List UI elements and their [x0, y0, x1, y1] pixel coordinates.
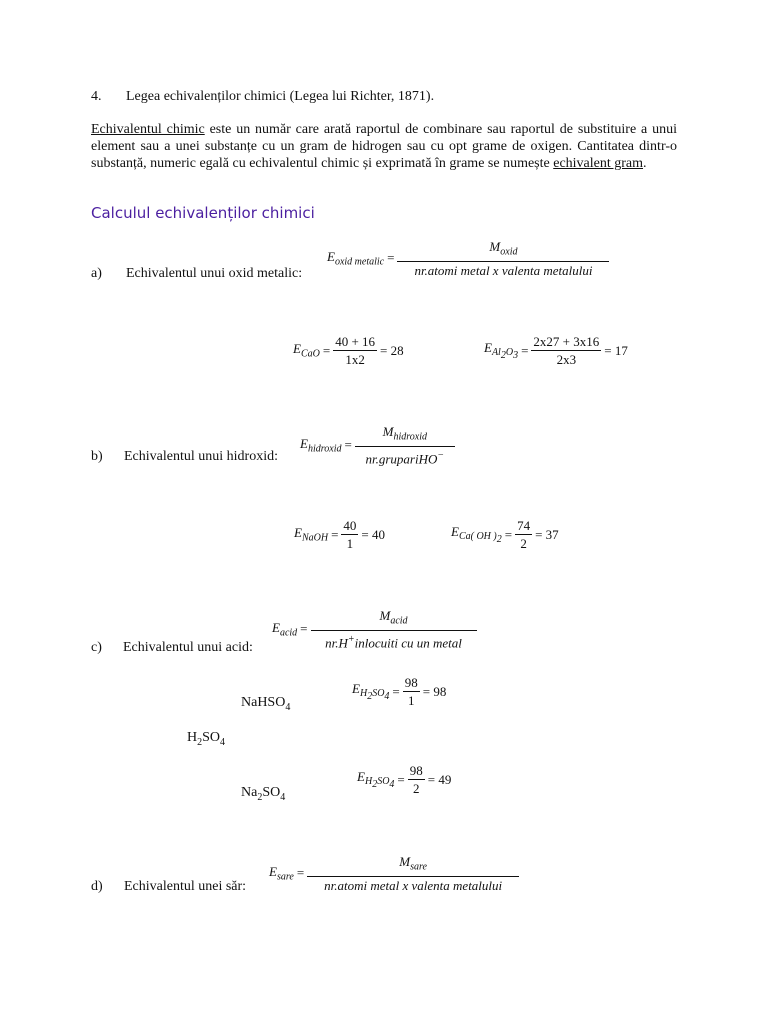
- denominator: 1x2: [345, 352, 365, 367]
- symbol-e: E: [293, 341, 301, 357]
- denominator: inlocuiti cu un metal: [354, 634, 462, 650]
- formula-nahso4: [241, 695, 290, 713]
- symbol-m: M: [379, 608, 391, 623]
- item-marker-b: b): [91, 449, 103, 464]
- formula-text: SO: [262, 785, 281, 800]
- result: = 98: [422, 683, 447, 699]
- subscript: 4: [285, 701, 291, 713]
- numerator: 98: [409, 763, 423, 778]
- superscript: +: [347, 633, 355, 645]
- numerator: 2x27 + 3x16: [533, 334, 600, 349]
- denominator: 1: [408, 693, 415, 708]
- formula-text: Na: [241, 785, 258, 800]
- denominator: 1: [346, 536, 354, 551]
- section-number: 4.: [91, 89, 102, 104]
- item-marker-c: c): [91, 640, 102, 655]
- subscript: acid: [390, 615, 408, 627]
- symbol-e: E: [272, 619, 280, 635]
- item-label-d: Echivalentul unei săr:: [124, 879, 247, 894]
- denominator: 2: [520, 536, 527, 551]
- symbol-m: M: [489, 239, 501, 254]
- result: = 49: [427, 771, 452, 787]
- formula-hidroxid: $E_{hidroxid}$ = $\frac{M_{hidroxid}}{nr.grupariHO^-}$: [300, 423, 455, 467]
- symbol-e: E: [357, 768, 365, 784]
- term-echivalent-gram: echivalent gram: [553, 156, 644, 171]
- subscript: 4: [384, 691, 390, 703]
- symbol-e: E: [484, 339, 492, 355]
- subscript: H: [359, 688, 368, 700]
- subscript: NaOH: [301, 532, 329, 544]
- definition-paragraph: [91, 121, 677, 172]
- definition-text: este un număr care arată raportul de combinare sau raportul de substituire a unui element sau a unei substanțe cu un gram de hidrogen sau cu opt grame de oxigen. Cantitatea dintr-o substanță, numeric egală cu echivalentul chimic și exprimată în grame se numește: [91, 122, 677, 171]
- symbol-e: E: [294, 525, 302, 541]
- subscript: O: [505, 347, 514, 359]
- result: = 37: [535, 526, 559, 542]
- subscript: H: [364, 776, 373, 788]
- numerator: 74: [517, 518, 531, 533]
- formula-text: SO: [202, 730, 221, 745]
- numerator: 40: [343, 518, 357, 533]
- denominator: nr.grupariHO: [365, 450, 438, 466]
- formula-text: H: [187, 730, 198, 745]
- subscript: Ca( OH ): [458, 531, 497, 543]
- result: = 40: [361, 526, 386, 542]
- subscript: acid: [279, 627, 298, 639]
- formula-oxid-metalic: $E_{oxid metalic}$ = $\frac{M_{oxid}}{\text{nr.atomi metal x valenta metalului}}$: [327, 238, 609, 279]
- result: = 28: [380, 342, 404, 358]
- subscript: 2: [372, 779, 378, 791]
- denominator: 2x3: [556, 352, 577, 367]
- item-label-a: Echivalentul unui oxid metalic:: [126, 266, 303, 281]
- denominator: nr.atomi metal x valenta metalului: [324, 877, 503, 893]
- symbol-m: M: [382, 424, 394, 439]
- subscript: CaO: [300, 348, 320, 360]
- subscript: sare: [410, 861, 427, 873]
- subscript: Al: [491, 347, 501, 359]
- subscript: oxid metalic: [334, 256, 385, 268]
- item-marker-a: a): [91, 266, 102, 281]
- denominator: 2: [413, 781, 420, 796]
- subscript: sare: [276, 871, 294, 883]
- formula-sare: $E_{sare}$ = $\frac{M_{sare}}{\text{nr.atomi metal x valenta metalului}}$: [269, 853, 519, 894]
- subscript: 2: [500, 350, 506, 362]
- example-cao: $E_{CaO}$ = $\frac{40 + 16}{1x2}$ = 28: [293, 334, 404, 367]
- superscript: −: [437, 449, 445, 461]
- result: = 17: [604, 342, 628, 358]
- symbol-e: E: [451, 523, 459, 539]
- formula-h2so4: [187, 730, 225, 748]
- example-naoh: $E_{NaOH}$ = $\frac{40}{1}$ = 40: [294, 518, 386, 551]
- denominator: nr.atomi metal x valenta metalului: [414, 262, 593, 278]
- subscript: 2: [496, 534, 502, 546]
- subscript: oxid: [500, 246, 518, 258]
- example-al2o3: $E_{Al_2O_3}$ = $\frac{2x27 + 3x16}{2x3}$ = 17: [484, 334, 628, 367]
- subscript: SO: [377, 776, 390, 788]
- symbol-m: M: [399, 854, 411, 869]
- formula-acid: $E_{acid}$ = $\frac{M_{acid}}{nr.H^+inlocuiti cu un metal}$: [272, 607, 477, 651]
- symbol-e: E: [269, 864, 277, 879]
- section-title: Legea echivalenților chimici (Legea lui Richter, 1871).: [126, 89, 435, 104]
- subscript: 4: [280, 791, 286, 803]
- definition-end: .: [643, 156, 647, 171]
- subscript: 2: [367, 691, 373, 703]
- symbol-e: E: [352, 680, 360, 696]
- example-h2so4-2: $E_{H_2SO_4}$ = $\frac{98}{2}$ = 49: [357, 763, 452, 796]
- subscript: 2: [197, 736, 203, 748]
- subscript: 4: [220, 736, 226, 748]
- numerator: 98: [404, 675, 418, 690]
- subscript: 3: [513, 350, 519, 362]
- section-heading: Calculul echivalenților chimici: [91, 204, 315, 222]
- example-caoh2: $E_{Ca( OH )_2}$ = $\frac{74}{2}$ = 37: [451, 518, 559, 551]
- subscript: 4: [389, 779, 395, 791]
- denominator: nr.H: [325, 634, 348, 650]
- formula-text: NaHSO: [241, 695, 286, 710]
- symbol-e: E: [300, 435, 308, 451]
- example-h2so4-1: $E_{H_2SO_4}$ = $\frac{98}{1}$ = 98: [352, 675, 447, 708]
- subscript: 2: [257, 791, 263, 803]
- subscript: hidroxid: [307, 443, 342, 455]
- symbol-e: E: [327, 249, 335, 264]
- formula-na2so4: [241, 785, 285, 803]
- item-label-c: Echivalentul unui acid:: [123, 640, 253, 655]
- numerator: 40 + 16: [335, 334, 376, 349]
- term-echivalent-chimic: Echivalentul chimic: [91, 122, 205, 137]
- item-marker-d: d): [91, 879, 103, 894]
- subscript: hidroxid: [393, 431, 427, 443]
- item-label-b: Echivalentul unui hidroxid:: [124, 449, 278, 464]
- subscript: SO: [372, 688, 385, 700]
